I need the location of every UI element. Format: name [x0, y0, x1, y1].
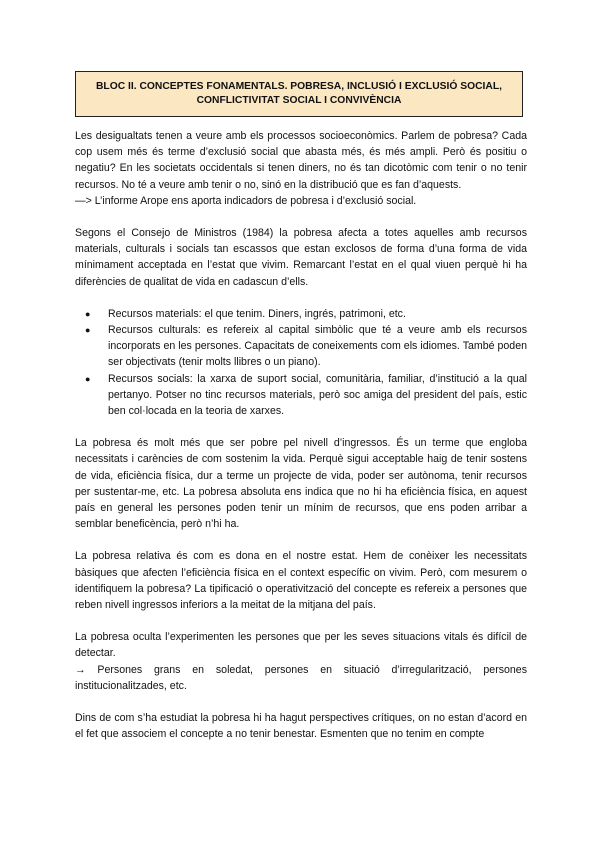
section-title-line-1: BLOC II. CONCEPTES FONAMENTALS. POBRESA, INCLUSIÓ I EXCLUSIÓ SOCIAL, — [96, 81, 502, 92]
paragraph-pobresa-absoluta: La pobresa és molt més que ser pobre pel nivell d’ingressos. És un terme que engloba necessitats i carències de com sostenim la vida. Perquè sigui acceptable haig de tenir sostens de vida, eficiència física, dur a terme un projecte de vida, poder ser autònoma, tenir recursos per sustentar-me, etc. La pobresa absoluta ens indica que no hi ha eficiència física, en aquest país en general les persones poden tenir un mínim de recursos, que ens poden arribar a semblar beneficència, però n’hi ha. — [75, 437, 527, 531]
spacer — [75, 532, 527, 548]
paragraph-pobresa-oculta-examples: → Persones grans en soledat, persones en situació d’irregularització, persones institucionalitzades, etc. — [75, 663, 527, 692]
paragraph-consejo-ministros: Segons el Consejo de Ministros (1984) la pobresa afecta a totes aquelles amb recursos materials, culturals i socials tan escassos que estan exclosos de forma d’una forma de vida mínimament acceptada en l’estat que vivim. Remarcant l’estat en el qual viuen perquè hi ha diferències de qualitat de vida en cadascun d’ells. — [75, 227, 527, 288]
bullet-icon: ● — [85, 373, 91, 384]
list-item-recursos-socials — [75, 371, 527, 420]
spacer — [75, 419, 527, 435]
paragraph-pobresa-relativa: La pobresa relativa és com es dona en el nostre estat. Hem de conèixer les necessitats bàsiques que afecten l’eficiència física en el context específic on vivim. Però, com mesurem o identifiquem la pobresa? La tipificació o operativització del concepte es refereix a persones que reben nivell ingressos inferiors a la meitat de la mitjana del país. — [75, 550, 527, 612]
list-item-text: Recursos culturals: es refereix al capital simbòlic que té a veure amb els recursos incorporats en les persones. Capacitats de coneixements com els idiomes. També poden ser objectivats (tenir molts llibres o un piano). — [108, 324, 527, 369]
paragraph-perspectives-critiques: Dins de com s’ha estudiat la pobresa hi ha hagut perspectives crítiques, on no estan d’acord en el fet que associem el concepte a no tenir benestar. Esmenten que no tenim en compte — [75, 712, 527, 741]
list-item-recursos-culturals — [75, 322, 527, 371]
list-item-text: Recursos socials: la xarxa de suport social, comunitària, familiar, d’institució a la qual pertanyo. Potser no tinc recursos materials, però soc amiga del president del país, estic ben col·locada en la teoria de xarxes. — [108, 372, 527, 418]
spacer — [75, 290, 527, 306]
document-body — [75, 128, 527, 743]
paragraph-arope-note: —> L’informe Arope ens aporta indicadors de pobresa i d’exclusió social. — [75, 194, 417, 207]
list-item-recursos-materials — [75, 306, 527, 322]
spacer — [75, 613, 527, 629]
section-title-box — [75, 71, 523, 117]
paragraph-desigualtats: Les desigualtats tenen a veure amb els processos socioeconòmics. Parlem de pobresa? Cada cop usem més és terme d’exclusió social que abasta més, és més ampli. Però és positiu o negatiu? En les societats occidentals si tenen diners, no és tan dicotòmic com tenir o no tenir recursos. No té a veure amb tenir o no, sinó en la distribució que es fan d’aquests. — [75, 130, 527, 191]
bullet-icon: ● — [85, 308, 91, 319]
spacer — [75, 694, 527, 710]
resources-list — [75, 306, 527, 419]
paragraph-pobresa-oculta: La pobresa oculta l’experimenten les persones que per les seves situacions vitals és difícil de detectar. — [75, 631, 527, 660]
section-title-line-2: CONFLICTIVITAT SOCIAL I CONVIVÈNCIA — [196, 95, 402, 106]
list-item-text: Recursos materials: el que tenim. Diners, ingrés, patrimoni, etc. — [108, 307, 406, 320]
spacer — [75, 209, 527, 225]
bullet-icon: ● — [85, 325, 91, 336]
